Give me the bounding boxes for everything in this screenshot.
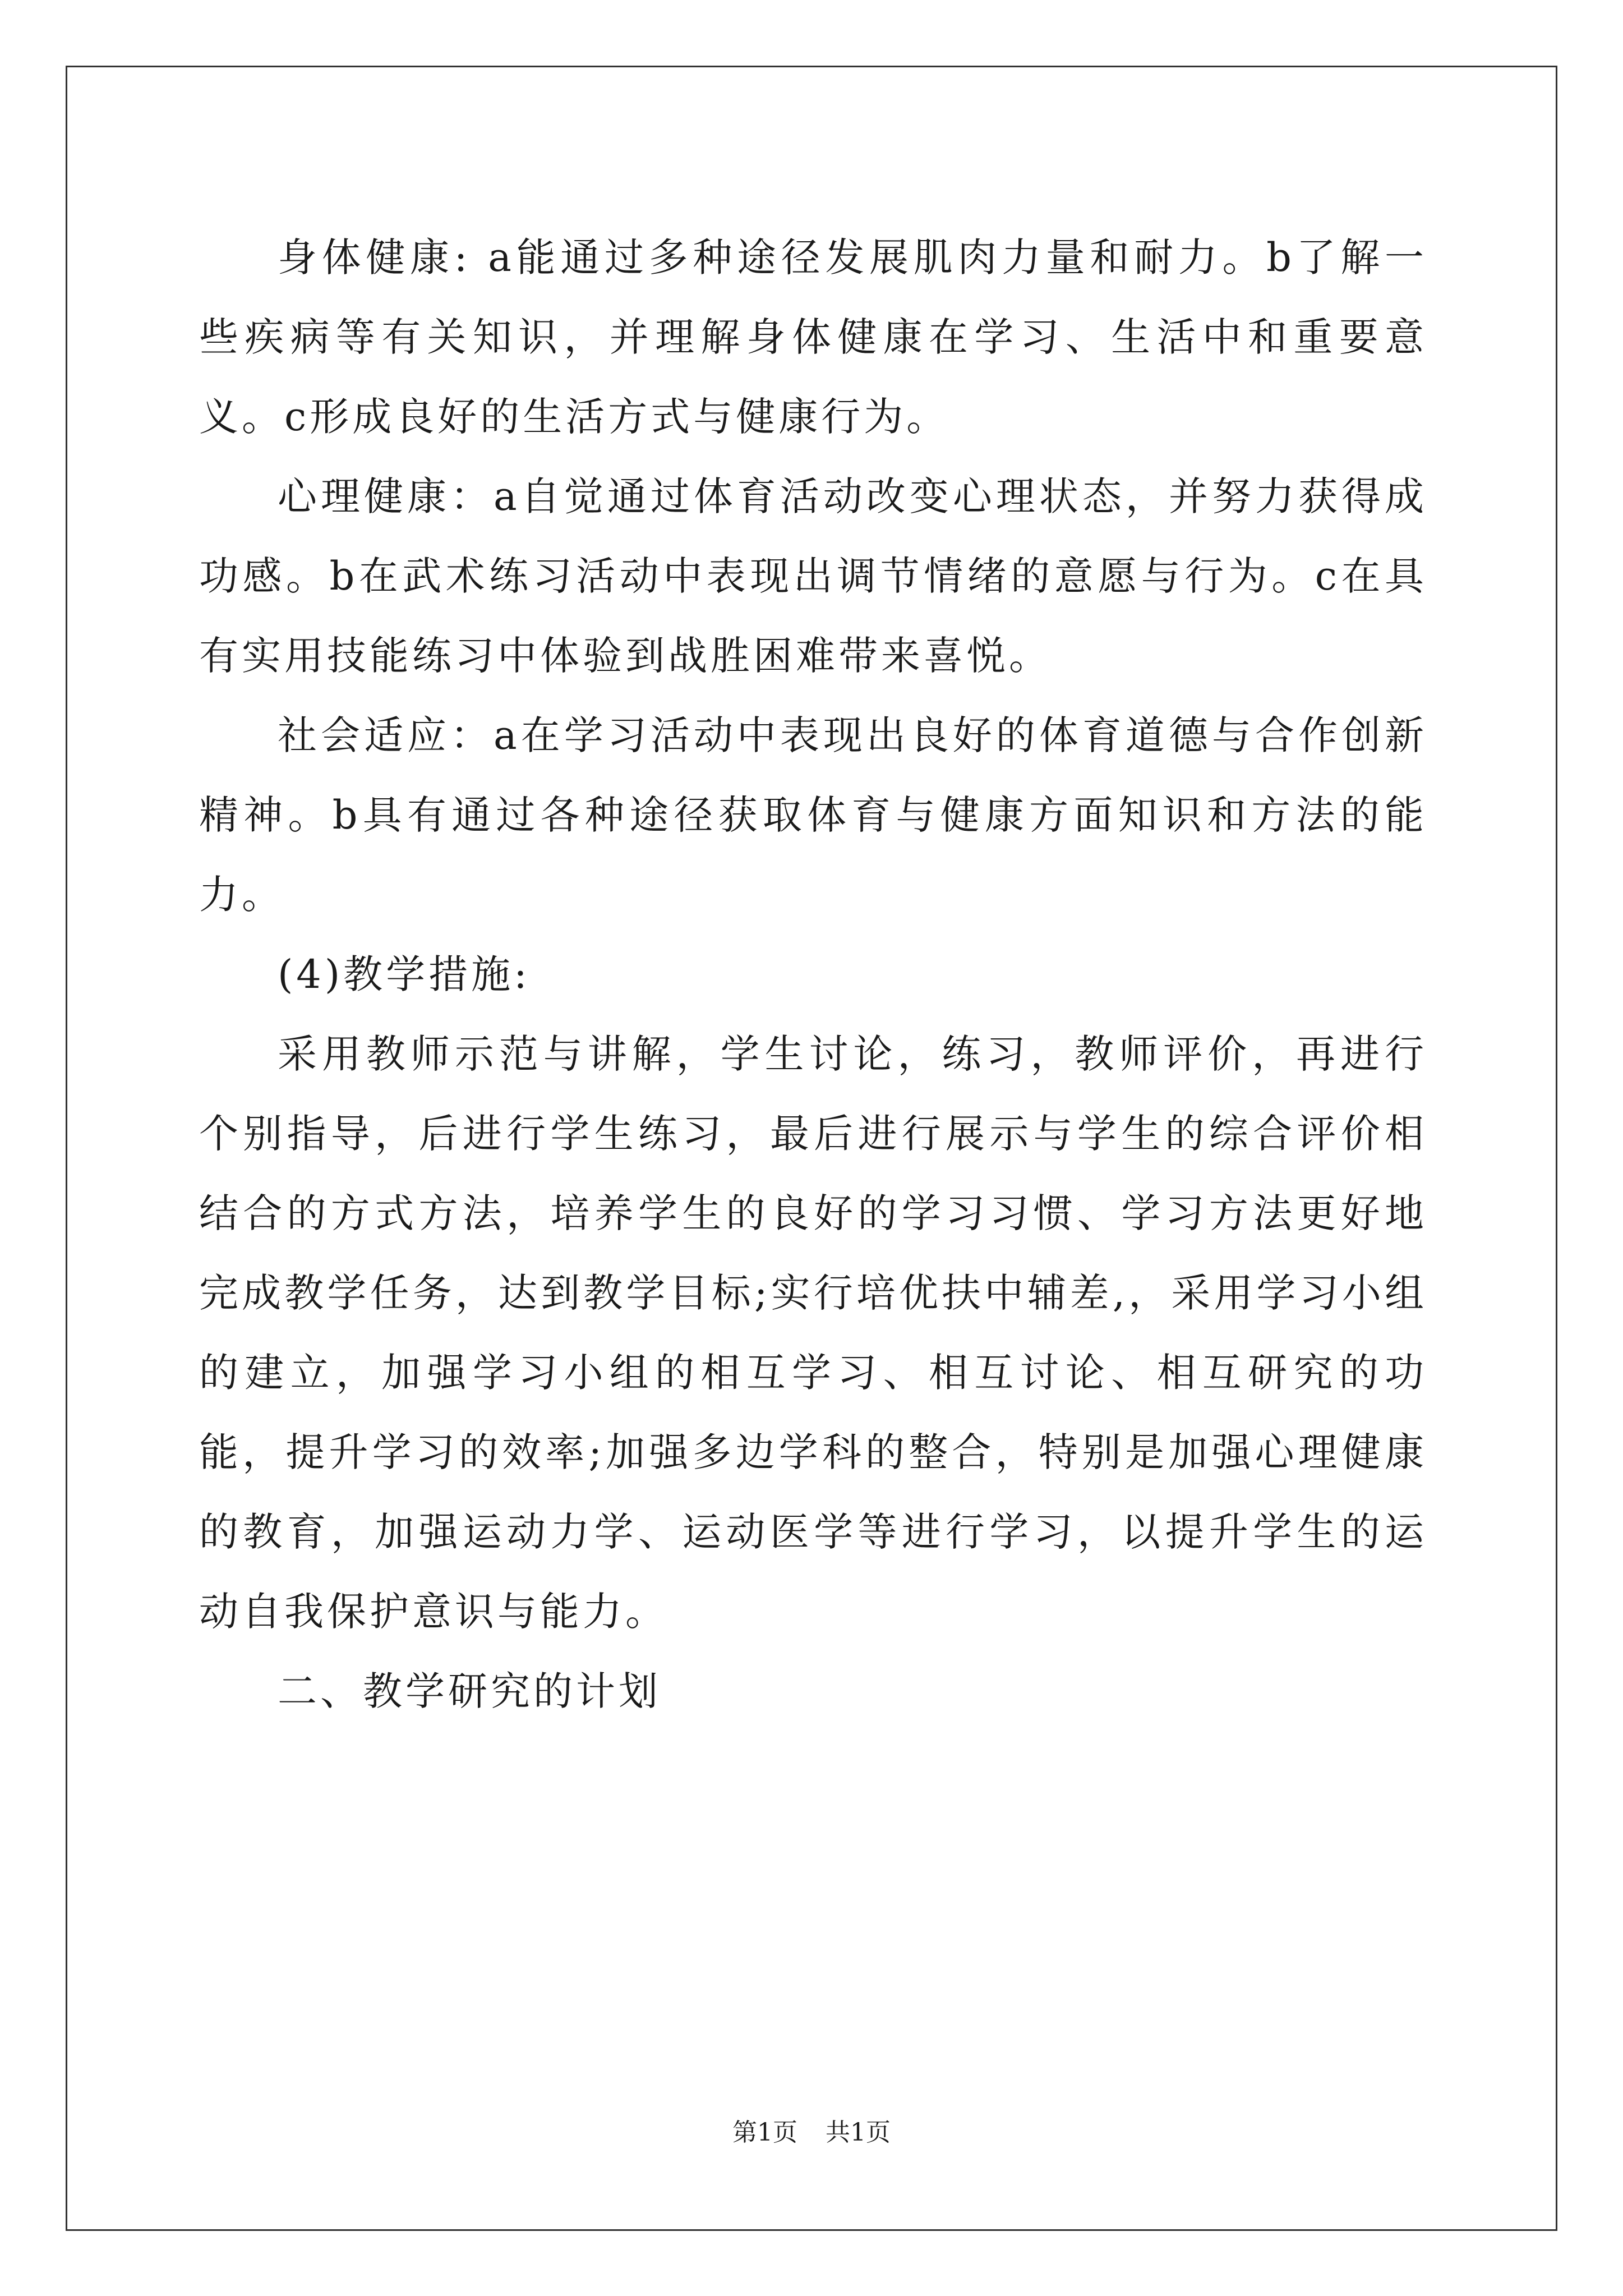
paragraph-teaching-measures: 采用教师示范与讲解，学生讨论，练习，教师评价，再进行个别指导，后进行学生练习，最后进行展示与学生的综合评价相结合的方式方法，培养学生的良好的学习习惯、学习方法更好地完成教学任务，达到教学目标;实行培优扶中辅差,，采用学习小组的建立，加强学习小组的相互学习、相互讨论、相互研究的功能，提升学习的效率;加强多边学科的整合，特别是加强心理健康的教育，加强运动力学、运动医学等进行学习，以提升学生的运动自我保护意识与能力。: [199, 1031, 1427, 1635]
document-body: [199, 218, 1427, 1731]
page-number-current: 第1页: [732, 2118, 797, 2147]
paragraph-mental-health: 心理健康：a自觉通过体育活动改变心理状态，并努力获得成功感。b在武术练习活动中表现出调节情绪的意愿与行为。c在具有实用技能练习中体验到战胜困难带来喜悦。: [199, 473, 1427, 679]
page-number-total: 共1页: [826, 2118, 891, 2147]
paragraph-social-adaptation: 社会适应：a在学习活动中表现出良好的体育道德与合作创新精神。b具有通过各种途径获取体育与健康方面知识和方法的能力。: [199, 712, 1427, 918]
paragraph-teaching-measures-heading: (4)教学措施:: [278, 951, 531, 997]
page-footer: [0, 2116, 1623, 2150]
paragraph-physical-health: 身体健康: a能通过多种途径发展肌肉力量和耐力。b了解一些疾病等有关知识，并理解身体健康在学习、生活中和重要意义。c形成良好的生活方式与健康行为。: [199, 234, 1427, 440]
paragraph-research-plan-heading: 二、教学研究的计划: [278, 1668, 661, 1714]
